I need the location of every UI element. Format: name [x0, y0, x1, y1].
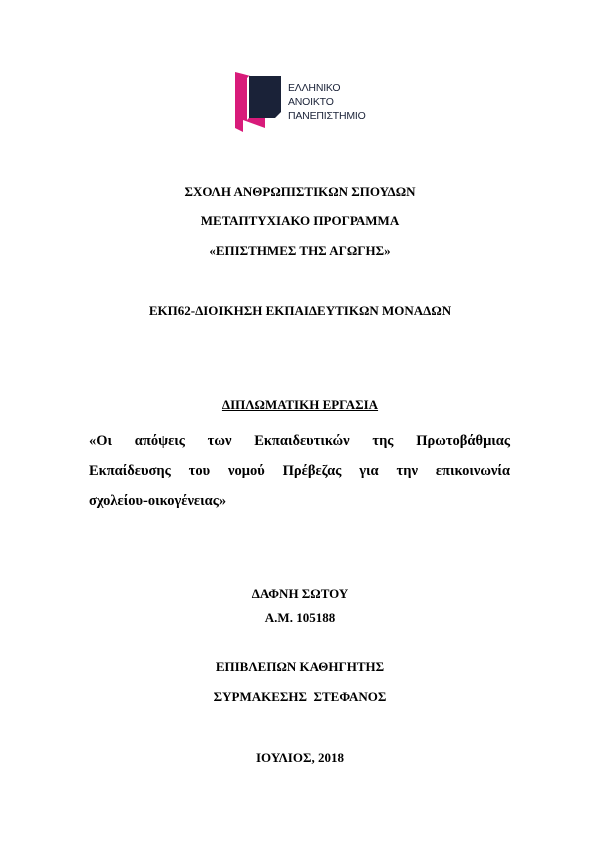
logo-wordmark — [288, 81, 366, 123]
author-name: ΔΑΦΝΗ ΣΩΤΟΥ — [251, 586, 349, 601]
university-logo-icon — [235, 72, 283, 132]
course-title: ΕΚΠ62-ΔΙΟΙΚΗΣΗ ΕΚΠΑΙΔΕΥΤΙΚΩΝ ΜΟΝΑΔΩΝ — [148, 303, 452, 318]
program-label: ΜΕΤΑΠΤΥΧΙΑΚΟ ΠΡΟΓΡΑΜΜΑ — [200, 213, 400, 228]
supervisor-name: ΣΥΡΜΑΚΕΣΗΣ ΣΤΕΦΑΝΟΣ — [213, 689, 387, 704]
supervisor-label: ΕΠΙΒΛΕΠΩΝ ΚΑΘΗΓΗΤΗΣ — [215, 659, 385, 674]
thesis-title-line-2: Εκπαίδευσης του νομού Πρέβεζας για την επικοινωνία — [89, 463, 510, 479]
thesis-title-line-3: σχολείου-οικογένειας» — [89, 493, 227, 509]
logo-line-1: ΕΛΛΗΝΙΚΟ — [288, 82, 341, 94]
program-name: «ΕΠΙΣΤΗΜΕΣ ΤΗΣ ΑΓΩΓΗΣ» — [209, 243, 391, 258]
university-logo — [235, 72, 375, 132]
thesis-heading: ΔΙΠΛΩΜΑΤΙΚΗ ΕΡΓΑΣΙΑ — [221, 397, 379, 412]
school-name: ΣΧΟΛΗ ΑΝΘΡΩΠΙΣΤΙΚΩΝ ΣΠΟΥΔΩΝ — [184, 184, 416, 199]
thesis-title — [89, 426, 510, 516]
logo-line-3: ΠΑΝΕΠΙΣΤΗΜΙΟ — [288, 110, 366, 122]
logo-line-2: ΑΝΟΙΚΤΟ — [288, 96, 334, 108]
student-id: Α.Μ. 105188 — [264, 610, 336, 625]
thesis-title-line-1: «Οι απόψεις των Εκπαιδευτικών της Πρωτοβάθμιας — [89, 433, 510, 449]
submission-date: ΙΟΥΛΙΟΣ, 2018 — [256, 750, 344, 765]
